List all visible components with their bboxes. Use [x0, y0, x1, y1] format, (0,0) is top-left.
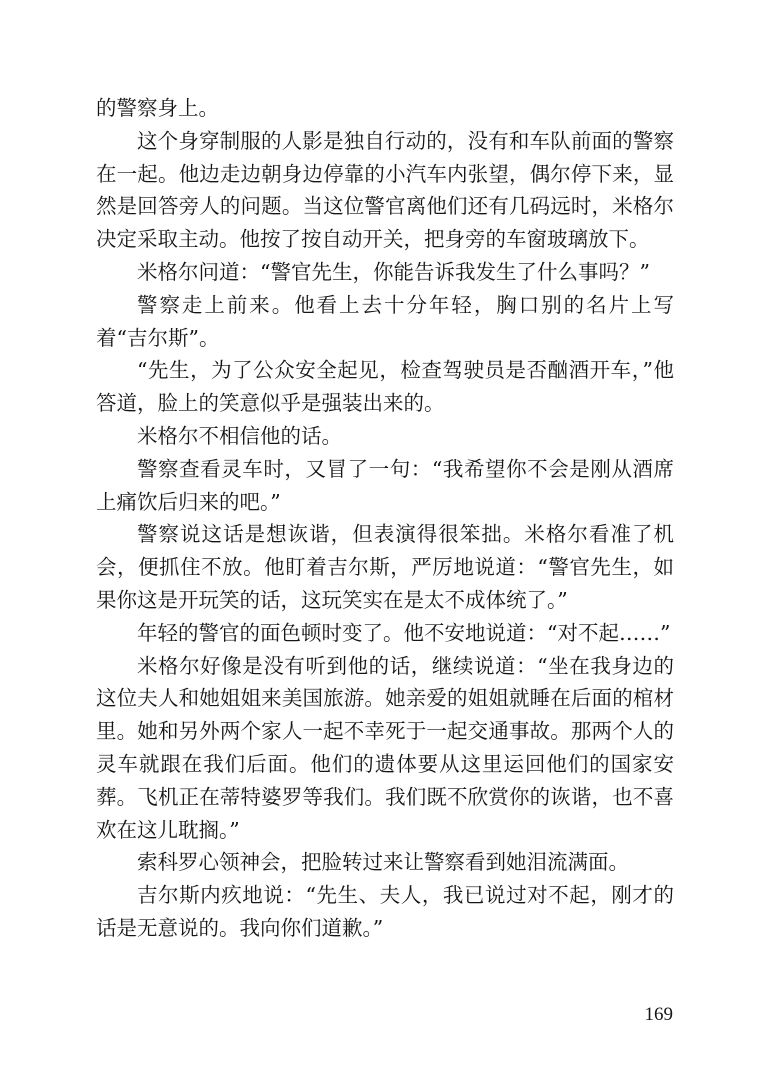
paragraph-2: 这个身穿制服的人影是独自行动的，没有和车队前面的警察在一起。他边走边朝身边停靠的小汽车内张望，偶尔停下来，显然是回答旁人的问题。当这位警官离他们还有几码远时，米格尔决定采取主动。他按了按自动开关，把身旁的车窗玻璃放下。: [96, 128, 674, 252]
page-number: 169: [644, 1004, 673, 1025]
paragraph-3: 米格尔问道：“警官先生，你能告诉我发生了什么事吗？”: [137, 259, 650, 284]
paragraph-12: 吉尔斯内疚地说：“先生、夫人，我已说过对不起，刚才的话是无意说的。我向你们道歉。”: [96, 883, 674, 940]
paragraph-1: 的警察身上。: [96, 96, 219, 120]
body-text: [96, 92, 674, 945]
paragraph-9: 年轻的警官的面色顿时变了。他不安地说道：“对不起……”: [137, 620, 671, 645]
paragraph-10: 米格尔好像是没有听到他的话，继续说道：“坐在我身边的这位夫人和她姐姐来美国旅游。她亲爱的姐姐就睡在后面的棺材里。她和另外两个家人一起不幸死于一起交通事故。那两个人的灵车就跟在我们后面。他们的遗体要从这里运回他们的国家安葬。飞机正在蒂特婆罗等我们。我们既不欣赏你的诙谐，也不喜欢在这儿耽搁。”: [96, 653, 674, 842]
paragraph-6: 米格尔不相信他的话。: [137, 423, 342, 448]
paragraph-8: 警察说这话是想诙谐，但表演得很笨拙。米格尔看准了机会，便抓住不放。他盯着吉尔斯，严厉地说道：“警官先生，如果你这是开玩笑的话，这玩笑实在是太不成体统了。”: [96, 522, 674, 612]
paragraph-5: “先生，为了公众安全起见，检查驾驶员是否酗酒开车，”他答道，脸上的笑意似乎是强装出来的。: [96, 358, 674, 416]
paragraph-4: 警察走上前来。他看上去十分年轻，胸口别的名片上写着“吉尔斯”。: [96, 292, 674, 350]
paragraph-11: 索科罗心领神会，把脸转过来让警察看到她泪流满面。: [137, 850, 629, 875]
paragraph-7: 警察查看灵车时，又冒了一句：“我希望你不会是刚从酒席上痛饮后归来的吧。”: [96, 456, 674, 514]
